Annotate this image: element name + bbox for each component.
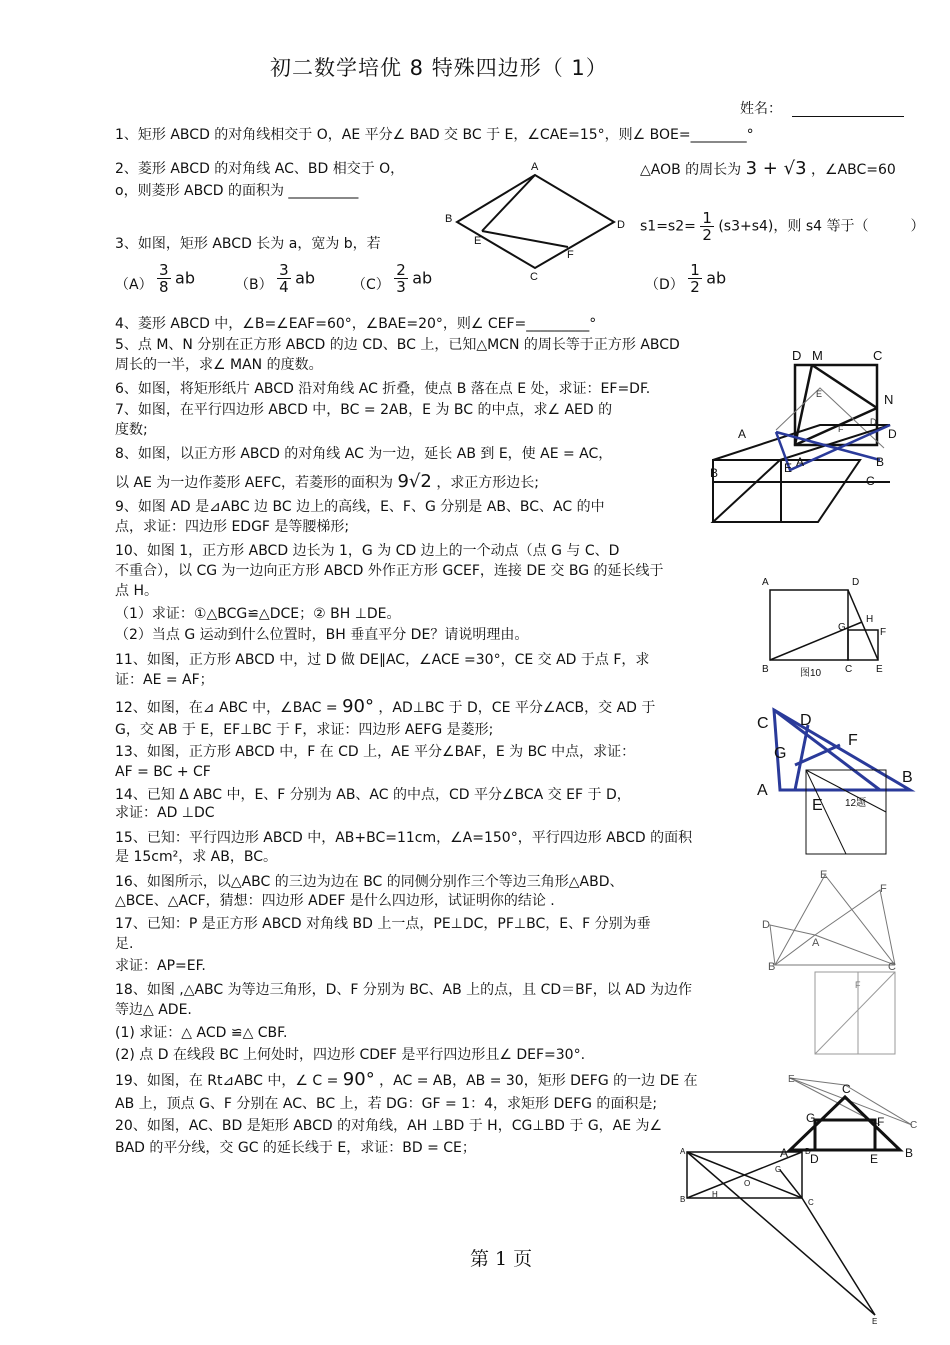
question-15-part-b: 是 15cm²，求 AB，BC。 (115, 849, 277, 865)
label-c: C (842, 1082, 851, 1096)
label-c: C (845, 664, 853, 675)
label-b: B (445, 213, 453, 225)
question-13-part-b: AF = BC + CF (115, 764, 211, 780)
label-f: F (880, 627, 887, 638)
label-c: C (888, 961, 896, 973)
triangle-12-figure (774, 710, 910, 790)
question-9-part-a: 9、如图 AD 是⊿ABC 边 BC 边上的高线，E、F、G 分别是 AB、BC、AC 的中 (115, 499, 605, 515)
question-10-part-c: 点 H。 (115, 583, 158, 599)
question-9-part-b: 点，求证：四边形 EDGF 是等腰梯形; (115, 519, 350, 535)
question-10-part-b: 不重合），以 CG 为一边向正方形 ABCD 外作正方形 GCEF，连接 DE 交 BG 的延长线于 (115, 563, 664, 579)
label-a: A (738, 427, 747, 441)
question-12-angle-value: 90° (342, 696, 374, 717)
question-18-part-a: 18、如图 ,△ABC 为等边三角形，D、F 分别为 BC、AB 上的点，且 CD＝BF，以 AD 为边作 (115, 982, 693, 998)
question-1: 1、矩形 ABCD 的对角线相交于 O，AE 平分∠ BAD 交 BC 于 E，∠CAE=15°，则∠ BOE=________° (115, 127, 754, 143)
label-o: O (744, 1179, 751, 1188)
label-f: F (877, 1115, 885, 1129)
page-footer: 第 1 页 (470, 1248, 533, 1270)
question-19-angle-value: 90° (342, 1069, 375, 1090)
triangle-abc (775, 935, 895, 965)
segment-ge (780, 1170, 875, 1315)
triangle-acf (815, 890, 895, 965)
label-b2: B (876, 455, 885, 469)
option-suffix: ab (412, 268, 433, 288)
square-g-figure (770, 590, 878, 660)
question-12-text: 12、如图，在⊿ ABC 中，∠BAC = (115, 700, 338, 716)
fraction-denominator: 2 (690, 278, 700, 296)
question-12-part-c: G，交 AB 于 E，EF⊥BC 于 F，求证：四边形 AEFG 是菱形; (115, 722, 494, 738)
label-d: D (852, 577, 860, 588)
question-17-part-c: 求证：AP=EF. (115, 958, 206, 974)
label-g: G (806, 1111, 816, 1125)
square-g-labels (762, 577, 886, 679)
question-7-part-a: 7、如图，在平行四边形 ABCD 中，BC = 2AB，E 为 BC 的中点，求∠ AED 的 (115, 402, 613, 418)
question-20-part-a: 20、如图，AC、BD 是矩形 ABCD 的对角线，AH ⊥BD 于 H，CG⊥BD 于 G，AE 为∠ (115, 1118, 663, 1134)
question-10-part-e: （2）当点 G 运动到什么位置时，BH 垂直平分 DE？请说明理由。 (115, 627, 529, 643)
fraction-denominator: 2 (702, 226, 712, 244)
label-g: G (838, 622, 846, 633)
label-b: B (902, 769, 913, 786)
rhombus-outline (457, 175, 614, 268)
question-4: 4、菱形 ABCD 中，∠B=∠EAF=60°，∠BAE=20°，则∠ CEF=_________° (115, 316, 597, 332)
label-e: E (788, 1074, 795, 1085)
question-19-text-end: ，AC = AB，AB = 30，矩形 DEFG 的一边 DE 在 (379, 1073, 698, 1089)
label-e: E (820, 869, 828, 881)
label-e: E (816, 389, 823, 399)
label-f: F (855, 980, 861, 990)
label-a: A (780, 1146, 789, 1160)
rectangle-20-labels (680, 1147, 877, 1326)
triangle-abc (774, 710, 910, 790)
option-suffix: ab (295, 268, 316, 288)
question-5-part-b: 周长的一半，求∠ MAN 的度数。 (115, 357, 323, 373)
label-d: D (870, 417, 877, 427)
question-8-part-a: 8、如图，以正方形 ABCD 的对角线 AC 为一边，延长 AB 到 E，使 AE = AC， (115, 446, 613, 462)
label-h: H (712, 1190, 718, 1199)
question-2-part-a: 2、菱形 ABCD 的对角线 AC、BD 相交于 O， (115, 161, 405, 177)
square-abcd (770, 590, 848, 660)
fraction-numerator: 3 (159, 261, 169, 279)
label-f: F (848, 732, 858, 749)
question-2-part-c: ，∠ABC=60 (810, 162, 896, 178)
question-14-part-b: 求证：AD ⊥DC (115, 805, 215, 821)
question-2-perimeter-value: 3 + √3 (745, 158, 807, 179)
label-f: F (880, 883, 887, 895)
option-label: （C） (352, 277, 390, 293)
question-11-part-b: 证：AE = AF； (115, 672, 214, 688)
question-14-part-a: 14、已知 Δ ABC 中，E、F 分别为 AB、AC 的中点，CD 平分∠BCA 交 EF 于 D， (115, 787, 631, 803)
label-d: D (805, 1147, 811, 1156)
question-8-area-value: 9√2 (397, 471, 432, 492)
fraction-denominator: 3 (396, 278, 406, 296)
option-suffix: ab (706, 268, 727, 288)
segment-mn (812, 365, 877, 408)
label-g: G (774, 745, 787, 762)
square-gcef (848, 630, 878, 660)
question-2-perimeter-label: △AOB 的周长为 (640, 162, 742, 178)
label-e: E (474, 235, 482, 247)
label-d: D (617, 219, 625, 231)
question-17-part-a: 17、已知：P 是正方形 ABCD 对角线 BD 上一点，PE⊥DC，PF⊥BC，E、F 分别为垂 (115, 916, 651, 932)
label-b: B (768, 961, 776, 973)
question-5-part-a: 5、点 M、N 分别在正方形 ABCD 的边 CD、BC 上，已知△MCN 的周长等于正方形 ABCD (115, 337, 680, 353)
question-8-text-end: ，求正方形边长; (436, 475, 540, 491)
label-f: F (838, 424, 844, 434)
label-e: E (876, 664, 883, 675)
label-c: C (910, 1120, 918, 1131)
label-c: C (757, 715, 769, 732)
label-n: N (884, 392, 894, 407)
question-3-part-c: (s3+s4)，则 s4 等于（ ） (718, 218, 925, 235)
fold-figure (776, 388, 884, 448)
question-8-text: 以 AE 为一边作菱形 AEFC，若菱形的面积为 (115, 475, 394, 491)
fraction-numerator: 1 (690, 261, 700, 279)
label-c: C (866, 474, 875, 488)
fold-segment (776, 388, 884, 448)
question-16-part-b: △BCE、△ACF，猜想：四边形 ADEF 是什么四边形，试证明你的结论 . (115, 893, 555, 909)
label-g: G (775, 1165, 782, 1174)
label-a: A (531, 161, 539, 173)
page-title: 初二数学培优 8 特殊四边形（ 1） (270, 56, 608, 80)
option-label: （A） (115, 277, 153, 293)
label-h: H (866, 614, 874, 625)
label-m: M (812, 348, 823, 363)
segment-de (848, 590, 878, 660)
rhombus-labels (445, 161, 625, 283)
question-10-part-d: （1）求证：①△BCG≌△DCE；② BH ⊥DE。 (115, 606, 401, 622)
fraction-numerator: 2 (396, 261, 406, 279)
triangle-abd (770, 925, 815, 965)
label-d: D (762, 919, 770, 931)
question-16-part-a: 16、如图所示，以△ABC 的三边为边在 BC 的同侧分别作三个等边三角形△ABD、 (115, 874, 624, 890)
label-e: E (812, 797, 823, 814)
triangle-12-labels (757, 712, 913, 814)
fraction-denominator: 4 (279, 278, 289, 296)
label-e: E (870, 1152, 879, 1166)
question-12-text-end: ，AD⊥BC 于 D，CE 平分∠ACB，交 AD 于 (378, 700, 656, 716)
label-b: B (680, 1195, 686, 1204)
label-d: D (800, 712, 812, 729)
label-f: F (567, 249, 574, 261)
label-c: C (530, 271, 538, 283)
blue-parallelogram (776, 425, 890, 470)
question-3-s-label: s1=s2= (640, 218, 696, 235)
segment-ae (687, 1152, 875, 1315)
label-d: D (792, 348, 802, 363)
question-7-part-b: 度数; (115, 422, 148, 438)
label-a: A (762, 577, 769, 588)
rectangle-defg (815, 1120, 875, 1150)
fraction-denominator: 8 (159, 278, 169, 296)
question-2-part-d: o，则菱形 ABCD 的面积为 __________ (115, 183, 359, 199)
option-label: （D） (645, 277, 684, 293)
rectangle-20-figure (687, 1152, 875, 1315)
question-13-part-a: 13、如图，正方形 ABCD 中，F 在 CD 上，AE 平分∠BAF，E 为 BC 中点，求证： (115, 744, 636, 760)
question-19-part-c: AB 上，顶点 G、F 分别在 AC、BC 上，若 DG：GF = 1：4，求矩形 DEFG 的面积是; (115, 1096, 658, 1112)
rhombus-figure (457, 175, 614, 268)
name-label: 姓名： (740, 101, 782, 117)
question-11-part-a: 11、如图，正方形 ABCD 中，过 D 做 DE∥AC，∠ACE =30°，CE 交 AD 于点 F，求 (115, 652, 650, 668)
fraction-numerator: 1 (702, 209, 712, 227)
figure-caption: 12题 (845, 798, 867, 809)
label-b: B (905, 1146, 914, 1160)
question-18-part-b: 等边△ ADE. (115, 1002, 192, 1018)
option-label: （B） (235, 277, 273, 293)
label-d: D (888, 427, 897, 441)
question-3-part-a: 3、如图，矩形 ABCD 长为 a，宽为 b，若 (115, 236, 381, 252)
question-20-part-b: BAD 的平分线，交 GC 的延长线于 E，求证：BD = CE； (115, 1140, 476, 1156)
figure-caption: 图10 (800, 668, 822, 679)
question-10-part-a: 10、如图 1，正方形 ABCD 边长为 1，G 为 CD 边上的一个动点（点 G 与 C、D (115, 543, 620, 559)
question-15-part-a: 15、已知：平行四边形 ABCD 中，AB+BC=11cm，∠A=150°，平行四边形 ABCD 的面积 (115, 830, 693, 846)
question-17-part-b: 足. (115, 936, 134, 952)
question-18-part-d: (2) 点 D 在线段 BC 上何处时，四边形 CDEF 是平行四边形且∠ DEF=30°. (115, 1047, 586, 1063)
label-c: C (873, 348, 883, 363)
square-17-labels (855, 980, 861, 990)
label-b: B (762, 664, 769, 675)
question-19-text: 19、如图，在 Rt⊿ABC 中，∠ C = (115, 1073, 339, 1089)
label-e: E (784, 461, 793, 475)
option-suffix: ab (175, 268, 195, 288)
label-a: A (680, 1147, 686, 1156)
label-a: A (757, 782, 768, 799)
question-6: 6、如图，将矩形纸片 ABCD 沿对角线 AC 折叠，使点 B 落在点 E 处，求证：EF=DF. (115, 381, 651, 397)
label-a2: A (796, 455, 805, 469)
label-d: D (810, 1152, 819, 1166)
question-18-part-c: (1) 求证：△ ACD ≌△ CBF. (115, 1025, 288, 1041)
triangles-16-figure (770, 875, 895, 965)
label-a: A (812, 937, 820, 949)
label-c: C (808, 1198, 814, 1207)
fraction-numerator: 3 (279, 261, 289, 279)
label-e: E (872, 1317, 878, 1326)
label-b: B (710, 466, 719, 480)
